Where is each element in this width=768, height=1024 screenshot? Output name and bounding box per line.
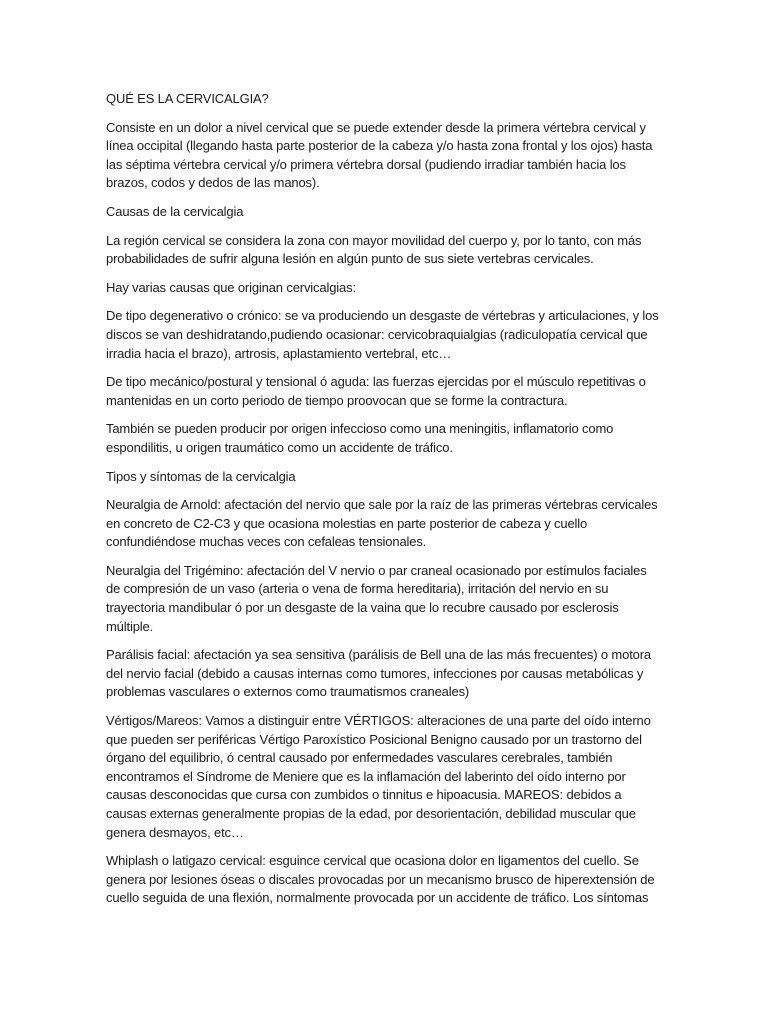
paragraph-whiplash: Whiplash o latigazo cervical: esguince cervical que ocasiona dolor en ligamentos del cuello. Se genera por lesiones óseas o discales provocadas por un mecanismo brusco de hiperextensión de cuello seguida de una flexión, normalmente provocada por un accidente de tráfico. Los síntomas xyxy=(106,853,655,906)
paragraph-cervical-region: La región cervical se considera la zona con mayor movilidad del cuerpo y, por lo tanto, con más probabilidades de sufrir alguna lesión en algún punto de sus siete vertebras cervicales. xyxy=(106,232,642,267)
paragraph-facial-paralysis: Parálisis facial: afectación ya sea sensitiva (parálisis de Bell una de las más frecuentes) o motora del nervio facial (debido a causas internas como tumores, infecciones por causas metabólicas y problemas vasculares o externos como traumatismos craneales) xyxy=(106,647,651,700)
document-title: QUÉ ES LA CERVICALGIA? xyxy=(106,91,269,106)
paragraph-arnold-neuralgia: Neuralgia de Arnold: afectación del nervio que sale por la raíz de las primeras vértebras cervicales en concreto de C2-C3 y que ocasiona molestias en parte posterior de cabeza y cuello confundiéndose muchas veces con cefaleas tensionales. xyxy=(106,497,658,550)
paragraph-other-origins: También se pueden producir por origen infeccioso como una meningitis, inflamatorio como espondilitis, u origen traumático como un accidente de tráfico. xyxy=(106,421,614,455)
section-heading-causes: Causas de la cervicalgia xyxy=(106,203,244,219)
paragraph-definition: Consiste en un dolor a nivel cervical que se puede extender desde la primera vértebra cervical y línea occipital (llegando hasta parte posterior de la cabeza y/o hasta zona frontal y los ojos) hasta las séptima vértebra cervical y/o primera vértebra dorsal (pudiendo irradiar también hacia los brazos, codos y dedos de las manos). xyxy=(106,119,653,191)
paragraph-vertigo: Vértigos/Mareos: Vamos a distinguir entre VÉRTIGOS: alteraciones de una parte del oído interno que pueden ser periféricas Vértigo Paroxístico Posicional Benigno causado por un trastorno del órgano del equilibrio, ó central causado por enfermedades vasculares cerebrales, también encontramos el Síndrome de Meniere que es la inflamación del laberinto del oído interno por causas desconocidas que cursa con zumbidos o tinnitus e hipoacusia. MAREOS: debidos a causas externas generalmente propias de la edad, por desorientación, debilidad muscular que genera desmayos, etc… xyxy=(106,713,651,840)
paragraph-trigeminal-neuralgia: Neuralgia del Trigémino: afectación del V nervio o par craneal ocasionado por estímulos faciales de compresión de un vaso (arteria o vena de forma hereditaria), irritación del nervio en su trayectoria mandibular ó por un desgaste de la vaina que lo recubre causado por esclerosis múltiple. xyxy=(106,562,647,634)
paragraph-degenerative: De tipo degenerativo o crónico: se va produciendo un desgaste de vértebras y articulaciones, y los discos se van deshidratando,pudiendo ocasionar: cervicobraquialgias (radiculopatía cervical que irradia hacia el brazo), artrosis, aplastamiento vertebral, etc… xyxy=(106,308,659,361)
document-body xyxy=(106,90,662,918)
paragraph-causes-intro: Hay varias causas que originan cervicalgias: xyxy=(106,279,356,295)
section-heading-types: Tipos y síntomas de la cervicalgia xyxy=(106,468,296,484)
paragraph-mechanical: De tipo mecánico/postural y tensional ó aguda: las fuerzas ejercidas por el músculo repetitivas o mantenidas en un corto periodo de tiempo proovocan que se forme la contractura. xyxy=(106,374,646,408)
